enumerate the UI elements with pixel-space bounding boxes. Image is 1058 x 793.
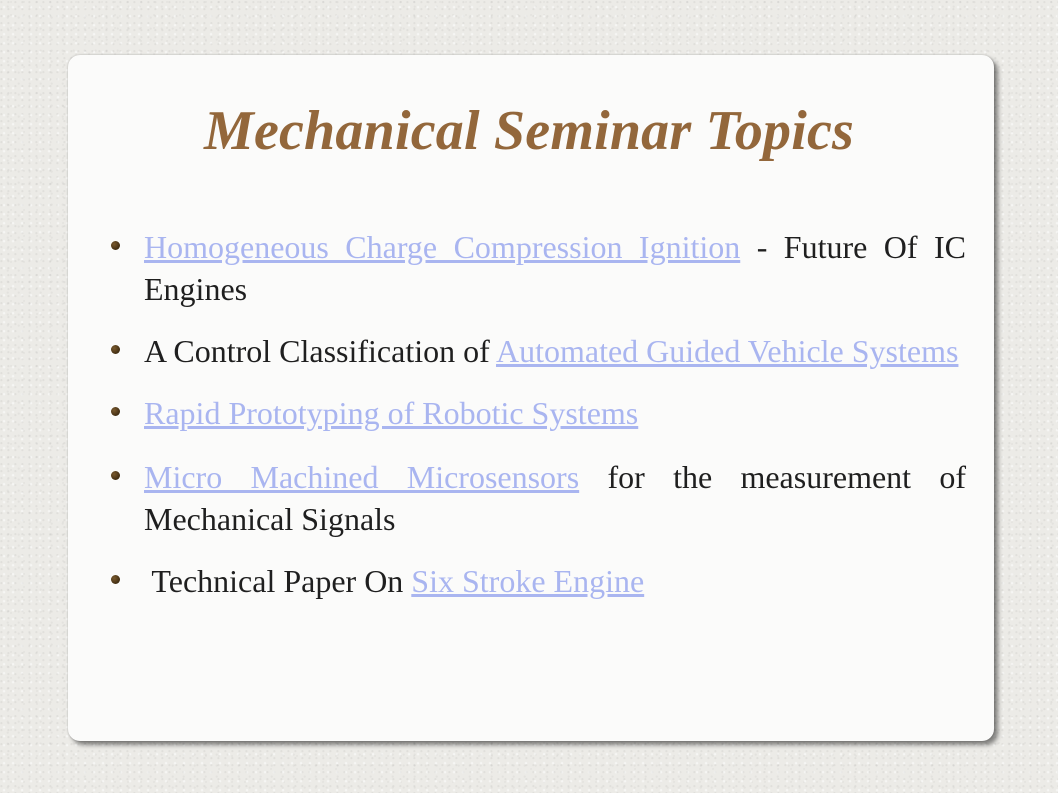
six-stroke-engine-link[interactable]: Six Stroke Engine xyxy=(411,563,645,599)
topic-item xyxy=(104,330,966,372)
bullet-icon xyxy=(111,241,120,250)
topic-text: - Future Of IC Engines xyxy=(144,229,967,307)
topic-item xyxy=(104,560,966,602)
topic-text: Technical Paper On xyxy=(144,563,412,599)
topic-item xyxy=(104,226,966,310)
topic-list xyxy=(104,226,966,622)
bullet-icon xyxy=(111,471,120,480)
bullet-icon xyxy=(111,407,120,416)
topic-text: for the measurement of Mechanical Signals xyxy=(144,459,967,537)
hcci-link[interactable]: Homogeneous Charge Compression Ignition xyxy=(144,229,741,265)
bullet-icon xyxy=(111,575,120,584)
microsensors-link[interactable]: Micro Machined Microsensors xyxy=(144,459,580,495)
topic-text: A Control Classification of xyxy=(144,333,496,369)
topic-item xyxy=(104,456,966,540)
bullet-icon xyxy=(111,345,120,354)
agv-systems-link[interactable]: Automated Guided Vehicle Systems xyxy=(495,333,959,369)
slide-title: Mechanical Seminar Topics xyxy=(203,100,855,162)
rapid-prototyping-link[interactable]: Rapid Prototyping of Robotic Systems xyxy=(144,395,639,431)
topic-item xyxy=(104,392,966,434)
